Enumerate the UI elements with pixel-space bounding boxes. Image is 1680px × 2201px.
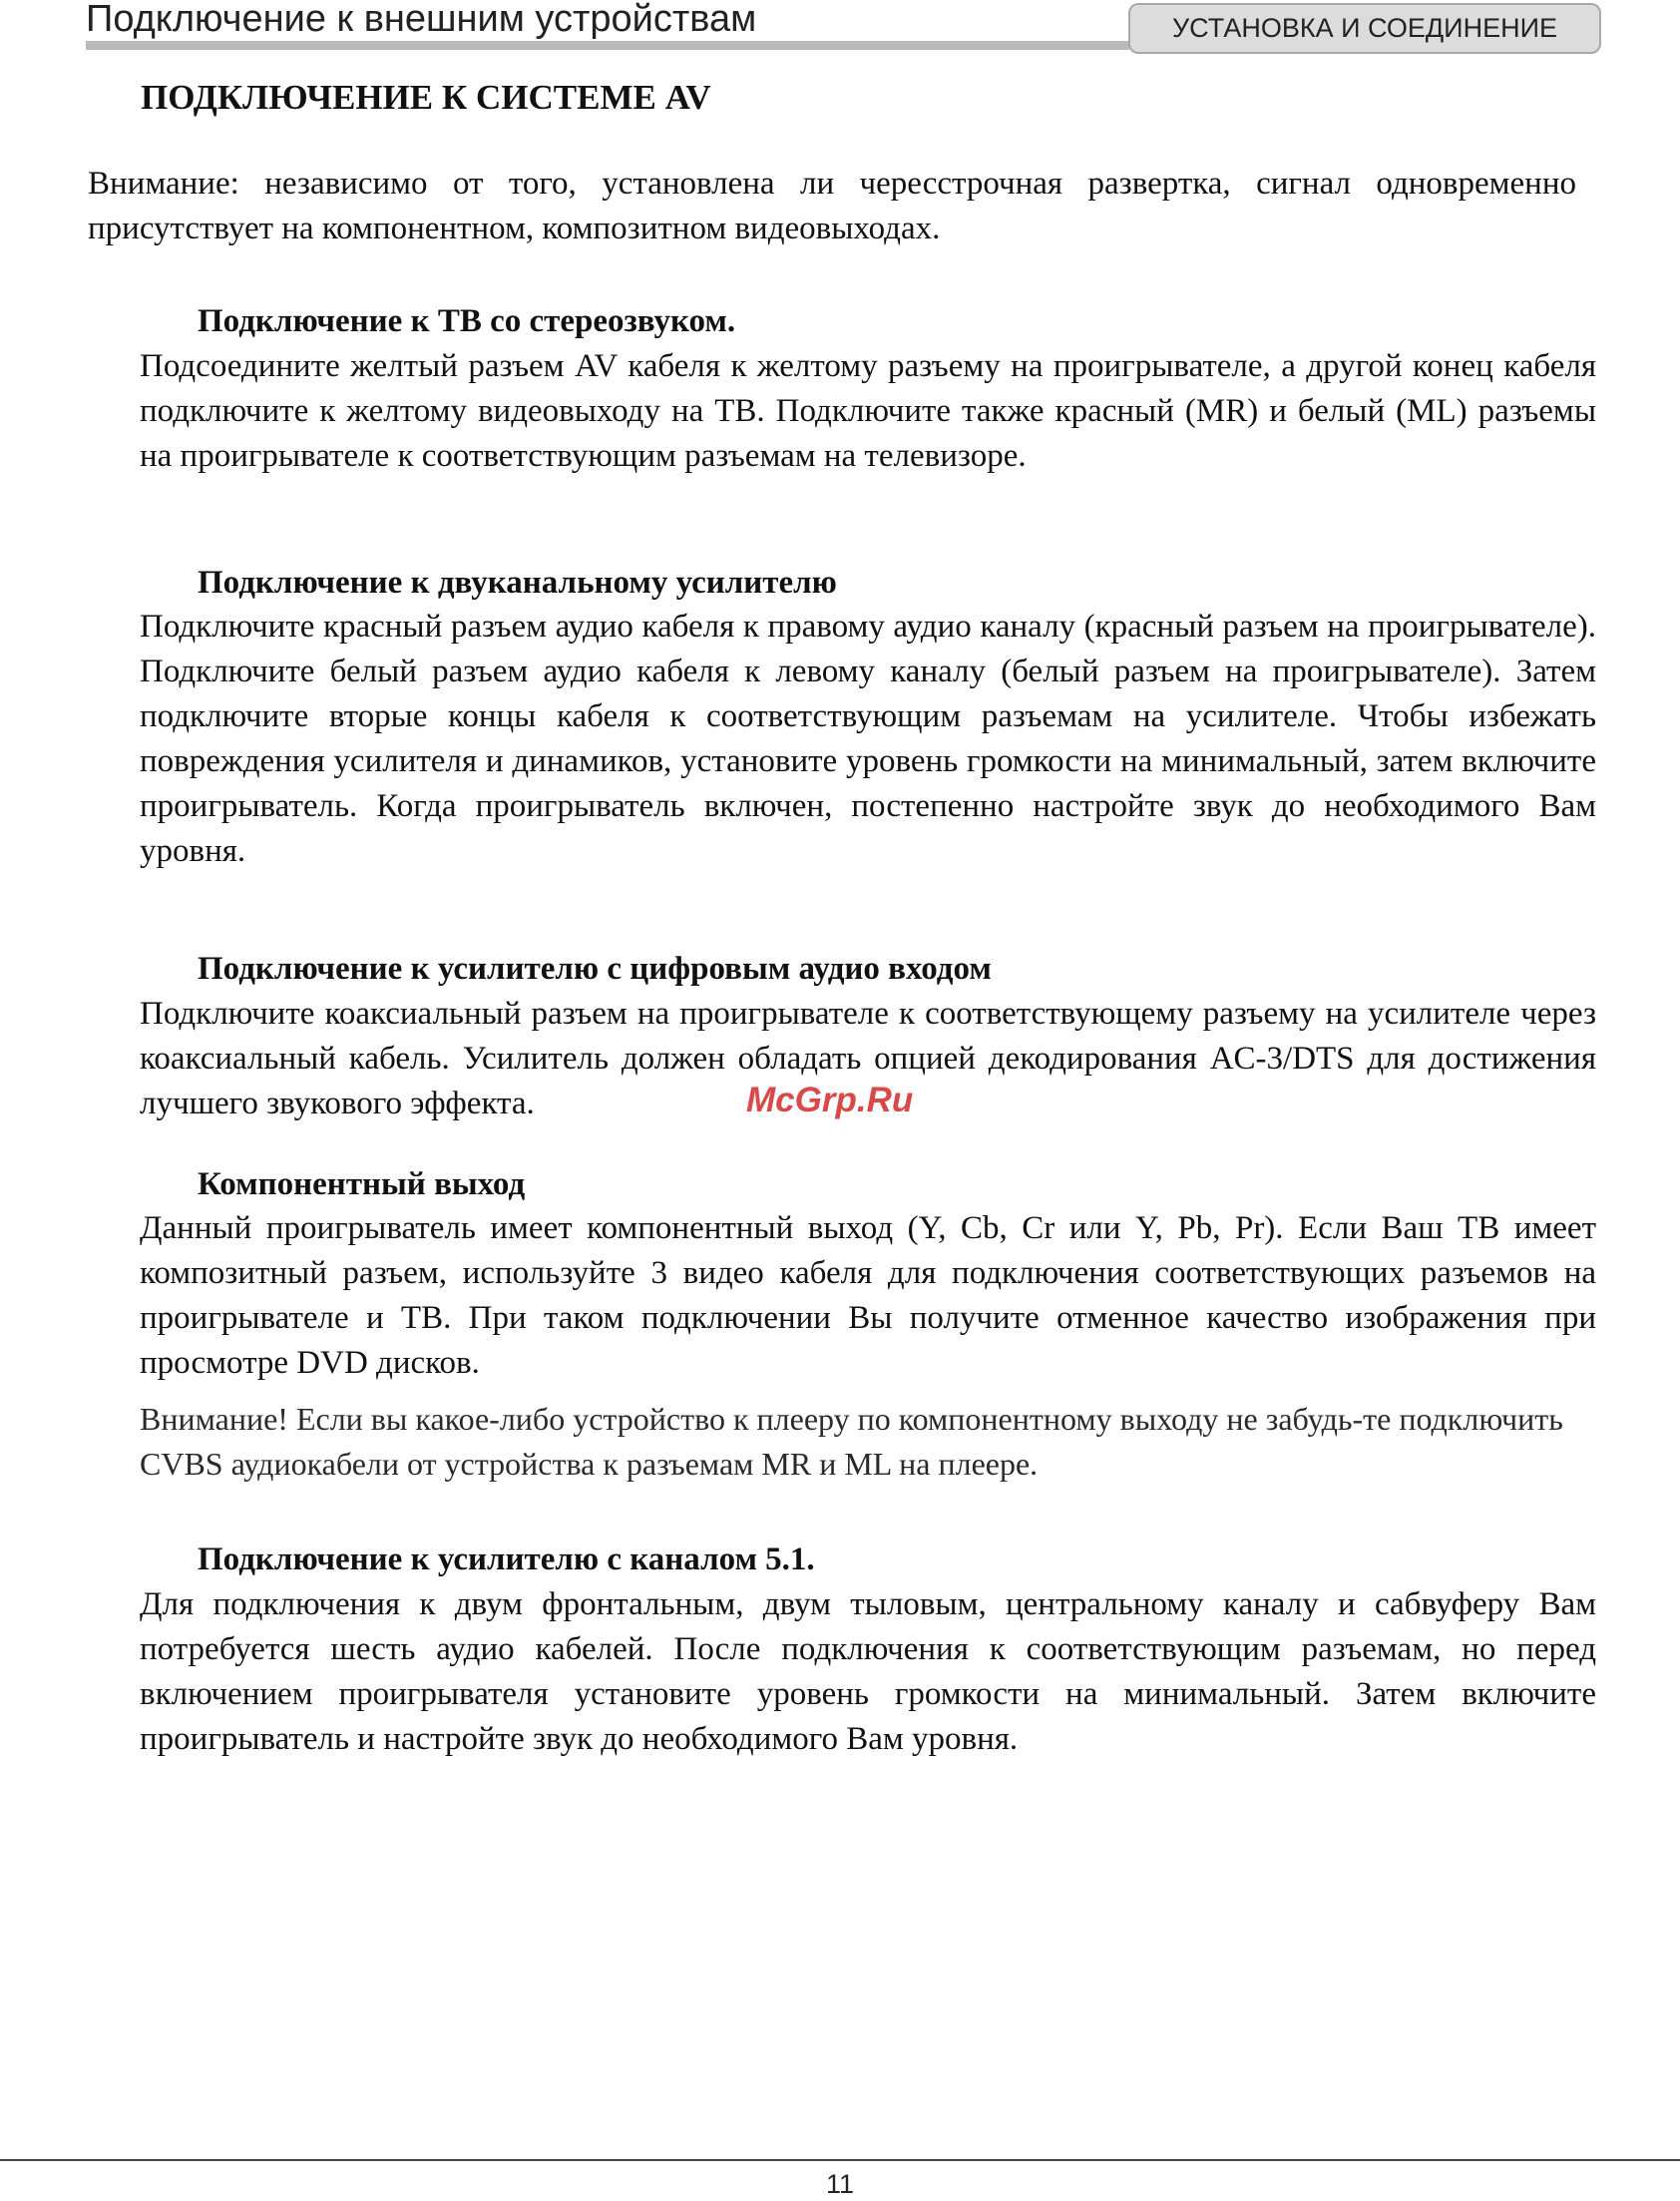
intro-paragraph: Внимание: независимо от того, установлена ли чересстрочная развертка, сигнал одновременно присутствует на компонентном, композитном видеовыходах. <box>88 166 1576 246</box>
section-heading-digital-amp: Подключение к усилителю с цифровым аудио входом <box>198 951 992 987</box>
section-body-digital-amp: Подключите коаксиальный разъем на проигрывателе к соответствующему разъему на усилителе через коаксиальный кабель. Усилитель должен обладать опцией декодирования AC-3/DTS для достижения лучшего звукового эффекта. <box>140 996 1596 1121</box>
page-number: 11 <box>825 2169 855 2199</box>
section-heading-51-amp: Подключение к усилителю с каналом 5.1. <box>198 1541 815 1577</box>
warning-note: Внимание! Если вы какое-либо устройство к плееру по компонентному выходу не забудь-те подключить CVBS аудиокабели от устройства к разъемам MR и ML на плеере. <box>140 1401 1563 1482</box>
section-body-stereo-tv: Подсоедините желтый разъем AV кабеля к желтому разъему на проигрывателе, а другой конец кабеля подключите к желтому видеовыходу на ТВ. Подключите также красный (MR) и белый (ML) разъемы на проигрывателе к соответствующим разъемам на телевизоре. <box>140 348 1596 474</box>
section-body-51-amp: Для подключения к двум фронтальным, двум тыловым, центральному каналу и сабвуферу Вам потребуется шесть аудио кабелей. После подключения к соответствующим разъемам, но перед включением проигрывателя установите уровень громкости на минимальный. Затем включите проигрыватель и настройте звук до необходимого Вам уровня. <box>140 1586 1596 1757</box>
section-heading-two-channel-amp: Подключение к двуканальному усилителю <box>198 565 837 601</box>
header-rule <box>86 41 1129 50</box>
section-heading-component-output: Компонентный выход <box>198 1166 526 1202</box>
watermark-logo: McGrp.Ru <box>746 1081 914 1119</box>
section-body-component-output: Данный проигрыватель имеет компонентный выход (Y, Cb, Cr или Y, Pb, Pr). Если Ваш ТВ имеет композитный разъем, используйте 3 видео кабеля для подключения соответствующих разъемов на проигрывателе и ТВ. При таком подключении Вы получите отменное качество изображения при просмотре DVD дисков. <box>140 1210 1596 1381</box>
section-body-two-channel-amp: Подключите красный разъем аудио кабеля к правому аудио каналу (красный разъем на проигрывателе). Подключите белый разъем аудио кабеля к левому каналу (белый разъем на проигрывателе). Затем подключите вторые концы кабеля к соответствующим разъемам на усилителе. Чтобы избежать повреждения усилителя и динамиков, установите уровень громкости на минимальный, затем включите проигрыватель. Когда проигрыватель включен, постепенно настройте звук до необходимого Вам уровня. <box>140 609 1596 869</box>
section-tab: УСТАНОВКА И СОЕДИНЕНИЕ <box>1128 3 1601 54</box>
section-heading-stereo-tv: Подключение к ТВ со стереозвуком. <box>198 303 736 339</box>
footer-rule <box>0 2159 1680 2161</box>
page-header-title: Подключение к внешним устройствам <box>86 0 757 40</box>
main-heading: ПОДКЛЮЧЕНИЕ К СИСТЕМЕ AV <box>141 78 711 117</box>
